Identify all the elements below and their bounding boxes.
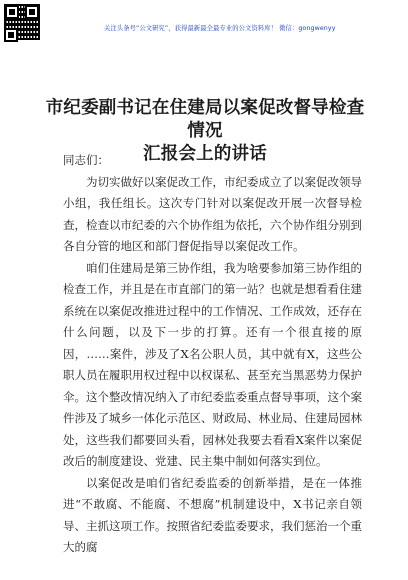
qr-code-finder-icon bbox=[4, 28, 18, 42]
paragraph: 为切实做好以案促改工作，市纪委成立了以案促改领导小组，我任组长。这次专门针对以案促改开展一次督导检查，检查以市纪委的六个协作组为依托，六个协作组分别到各自分管的地区和部门督促指导以案促改工作。 bbox=[63, 174, 362, 253]
document-body bbox=[63, 150, 362, 559]
title-line-2: 汇报会上的讲话 bbox=[143, 144, 267, 164]
paragraph: 咱们住建局是第三协作组，我为啥要参加第三协作组的检查工作，并且是在市直部门的第一站？也就是想看看住建系统在以案促改推进过程中的工作情况、工作成效，还存在什么问题，以及下一步的打算。还有一个很直接的原因，……案件，涉及了X名公职人员，其中就有X，这些公职人员在履职用权过程中以权谋私、甚至充当黑恶势力保护伞。这个整改情况纳入了市纪委监委重点督导事项，这个案件涉及了城乡一体化示范区、财政局、林业局、住建局园林处，这些我们都要回头看，园林处我要去看看X案件以案促改后的制度建设、党建、民主集中制如何落实到位。 bbox=[63, 260, 362, 468]
greeting: 同志们： bbox=[63, 153, 109, 167]
paragraph: 以案促改是咱们省纪委监委的创新举措，是在一体推进“不敢腐、不能腐、不想腐”机制建设中，X书记亲自领导、主抓这项工作。按照省纪委监委要求，我们惩治一个重大的腐 bbox=[63, 475, 362, 554]
title-line-1: 市纪委副书记在住建局以案促改督导检查情况 bbox=[45, 98, 365, 141]
header-banner: 关注头条号“公文研究”，获得最新最全最专业的公文资料库！ 微信：gongwenyy bbox=[104, 25, 336, 32]
